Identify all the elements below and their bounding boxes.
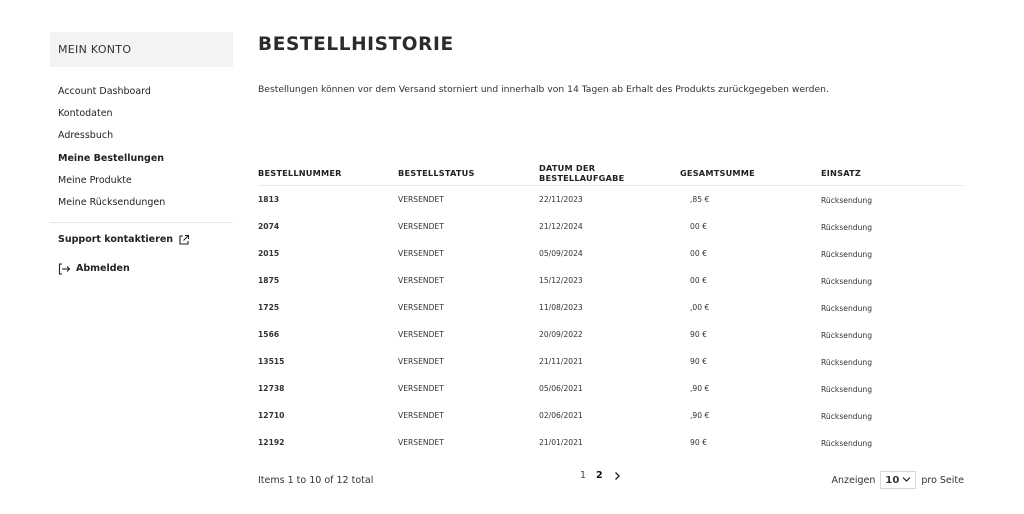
return-link[interactable]: Rücksendung — [821, 196, 873, 205]
return-link[interactable]: Rücksendung — [821, 331, 873, 340]
order-number-cell: 1813 — [258, 195, 280, 204]
sidebar-item-account-dashboard[interactable] — [50, 80, 233, 102]
column-header-total: GESAMTSUMME — [680, 167, 755, 178]
order-date-cell: 11/08/2023 — [539, 303, 583, 312]
order-status-cell: VERSENDET — [398, 303, 444, 312]
order-total-cell: ,85 € — [690, 195, 710, 204]
sidebar-item-meine-produkte[interactable] — [50, 169, 233, 191]
order-number-cell: 1875 — [258, 276, 280, 285]
per-page-value: 10 — [885, 474, 900, 486]
sidebar-title-text: MEIN KONTO — [58, 43, 132, 56]
chevron-right-icon[interactable] — [613, 471, 621, 481]
order-number-cell: 12738 — [258, 384, 285, 393]
column-header-status: BESTELLSTATUS — [398, 167, 475, 178]
order-status-cell: VERSENDET — [398, 384, 444, 393]
order-date-cell: 20/09/2022 — [539, 330, 583, 339]
main-content — [258, 34, 964, 486]
return-link[interactable]: Rücksendung — [821, 385, 873, 394]
sidebar-item-label: Meine Rücksendungen — [58, 197, 166, 209]
order-date-cell: 21/11/2021 — [539, 357, 583, 366]
order-status-cell: VERSENDET — [398, 249, 444, 258]
table-header — [258, 160, 964, 186]
order-total-cell: 00 € — [690, 222, 707, 231]
pager — [580, 470, 621, 481]
support-link[interactable] — [50, 231, 233, 249]
sidebar-item-kontodaten[interactable] — [50, 102, 233, 124]
per-page-suffix: pro Seite — [921, 474, 964, 486]
order-date-cell: 21/12/2024 — [539, 222, 583, 231]
table-row — [258, 186, 964, 213]
per-page-select[interactable] — [880, 471, 916, 489]
sidebar-item-label: Meine Bestellungen — [58, 152, 165, 164]
sidebar-item-meine-ruecksendungen[interactable] — [50, 191, 233, 213]
return-link[interactable]: Rücksendung — [821, 223, 873, 232]
order-number-cell: 1725 — [258, 303, 280, 312]
table-row — [258, 240, 964, 267]
table-row — [258, 267, 964, 294]
logout-icon — [58, 263, 71, 275]
order-status-cell: VERSENDET — [398, 330, 444, 339]
column-header-order-number: BESTELLNUMMER — [258, 167, 342, 178]
order-number-cell: 1566 — [258, 330, 280, 339]
return-link[interactable]: Rücksendung — [821, 412, 873, 421]
sidebar-item-label: Meine Produkte — [58, 174, 132, 186]
account-sidebar — [50, 32, 233, 278]
return-link[interactable]: Rücksendung — [821, 358, 873, 367]
sidebar-item-label: Kontodaten — [58, 107, 113, 119]
column-header-action: EINSATZ — [821, 167, 862, 178]
table-row — [258, 321, 964, 348]
order-total-cell: 90 € — [690, 438, 707, 447]
page-link-2-current[interactable]: 2 — [596, 470, 603, 481]
return-link[interactable]: Rücksendung — [821, 304, 873, 313]
order-number-cell: 2015 — [258, 249, 280, 258]
logout-link[interactable] — [50, 260, 233, 278]
order-status-cell: VERSENDET — [398, 276, 444, 285]
table-row — [258, 375, 964, 402]
order-status-cell: VERSENDET — [398, 438, 444, 447]
order-status-cell: VERSENDET — [398, 222, 444, 231]
order-total-cell: 00 € — [690, 249, 707, 258]
order-status-cell: VERSENDET — [398, 357, 444, 366]
order-date-cell: 05/06/2021 — [539, 384, 583, 393]
support-label: Support kontaktieren — [58, 234, 174, 246]
return-link[interactable]: Rücksendung — [821, 250, 873, 259]
order-date-cell: 21/01/2021 — [539, 438, 583, 447]
sidebar-nav — [50, 80, 233, 214]
sidebar-item-adressbuch[interactable] — [50, 125, 233, 147]
pagination-bar — [258, 468, 964, 492]
order-number-cell: 12710 — [258, 411, 285, 420]
per-page-label: Anzeigen — [831, 474, 876, 486]
order-date-cell: 22/11/2023 — [539, 195, 583, 204]
per-page-control — [832, 471, 964, 489]
order-total-cell: ,00 € — [690, 303, 710, 312]
items-summary: Items 1 to 10 of 12 total — [258, 474, 374, 486]
logout-label: Abmelden — [76, 263, 130, 275]
table-row — [258, 348, 964, 375]
table-row — [258, 429, 964, 456]
page-title: BESTELLHISTORIE — [258, 34, 454, 55]
sidebar-item-label: Account Dashboard — [58, 85, 151, 97]
order-status-cell: VERSENDET — [398, 411, 444, 420]
table-row — [258, 402, 964, 429]
order-total-cell: ,90 € — [690, 411, 710, 420]
intro-text: Bestellungen können vor dem Versand storniert und innerhalb von 14 Tagen ab Erhalt des Produkts zurückgegeben werden. — [258, 84, 829, 95]
order-number-cell: 13515 — [258, 357, 285, 366]
sidebar-divider — [50, 222, 233, 223]
order-total-cell: 00 € — [690, 276, 707, 285]
order-status-cell: VERSENDET — [398, 195, 444, 204]
external-link-icon — [178, 234, 190, 246]
column-header-date: DATUM DER BESTELLAUFGABE — [539, 162, 625, 183]
order-number-cell: 2074 — [258, 222, 280, 231]
sidebar-item-meine-bestellungen[interactable] — [50, 147, 233, 169]
order-total-cell: 90 € — [690, 357, 707, 366]
return-link[interactable]: Rücksendung — [821, 277, 873, 286]
table-body — [258, 186, 964, 456]
order-total-cell: 90 € — [690, 330, 707, 339]
order-number-cell: 12192 — [258, 438, 285, 447]
order-history-table — [258, 160, 964, 456]
sidebar-item-label: Adressbuch — [58, 130, 114, 142]
order-date-cell: 05/09/2024 — [539, 249, 583, 258]
order-date-cell: 15/12/2023 — [539, 276, 583, 285]
page-link-1[interactable]: 1 — [580, 470, 587, 481]
chevron-down-icon — [902, 475, 911, 486]
table-row — [258, 213, 964, 240]
table-row — [258, 294, 964, 321]
order-date-cell: 02/06/2021 — [539, 411, 583, 420]
sidebar-title — [50, 32, 233, 67]
return-link[interactable]: Rücksendung — [821, 439, 873, 448]
order-total-cell: ,90 € — [690, 384, 710, 393]
